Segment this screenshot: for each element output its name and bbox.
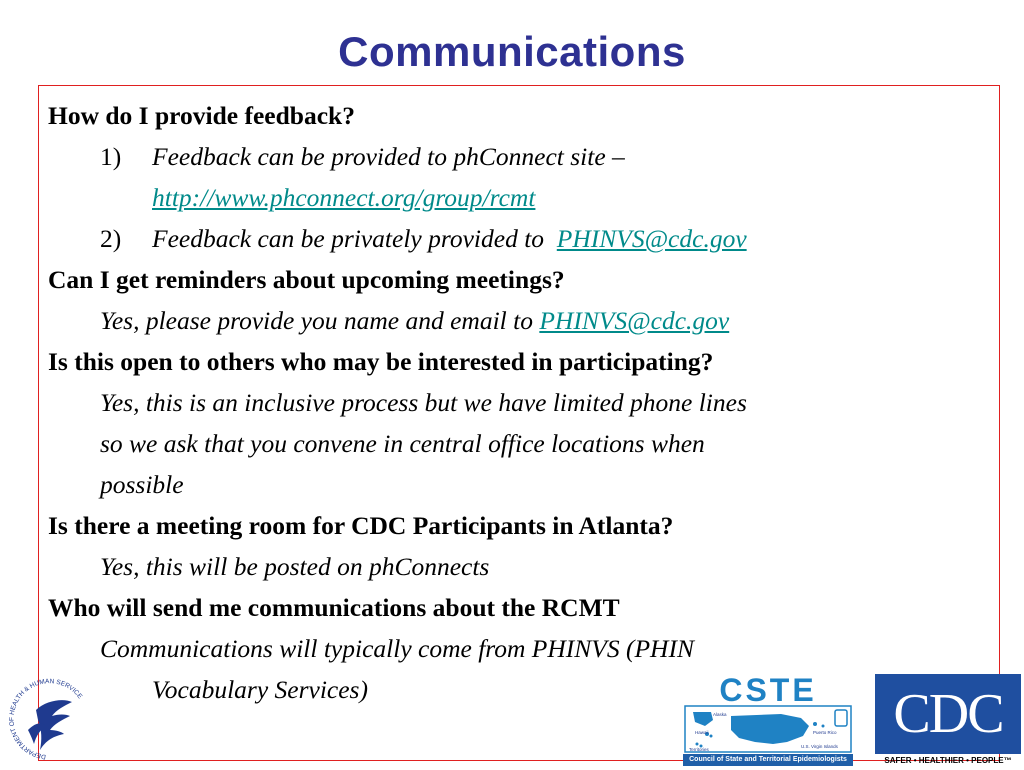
faq-answer-line: Yes, this is an inclusive process but we have limited phone lines <box>100 388 747 417</box>
faq-question: Is there a meeting room for CDC Participants in Atlanta? <box>48 511 674 540</box>
faq-content <box>48 95 988 710</box>
us-map-icon <box>683 704 853 754</box>
faq-link-line <box>48 177 988 218</box>
cste-logo <box>683 672 853 766</box>
faq-answer: Yes, please provide you name and email to PHINVS@cdc.gov <box>100 306 730 335</box>
faq-answer-text: Feedback can be provided to phConnect site – <box>152 142 625 171</box>
email-link[interactable]: PHINVS@cdc.gov <box>556 224 747 253</box>
svg-text:Territories: Territories <box>689 747 709 752</box>
cste-wordmark: CSTE <box>719 672 817 708</box>
svg-text:Alaska: Alaska <box>713 712 727 717</box>
svg-text:DEPARTMENT OF HEALTH & HUMAN S: DEPARTMENT OF HEALTH & HUMAN SERVICE <box>8 678 84 761</box>
faq-answer-line: Vocabulary Services) <box>152 675 368 704</box>
faq-list-item <box>48 136 988 177</box>
list-number: 1) <box>100 142 122 171</box>
cdc-logo <box>875 674 1021 768</box>
faq-list-item <box>48 218 988 259</box>
svg-text:Hawaii: Hawaii <box>695 730 709 735</box>
faq-answer-line: so we ask that you convene in central office locations when <box>100 429 705 458</box>
cdc-wordmark: CDC <box>875 674 1021 754</box>
phconnect-link[interactable]: http://www.phconnect.org/group/rcmt <box>152 183 536 212</box>
email-link[interactable]: PHINVS@cdc.gov <box>539 306 730 335</box>
faq-question: How do I provide feedback? <box>48 101 355 130</box>
faq-question: Can I get reminders about upcoming meetings? <box>48 265 565 294</box>
list-number: 2) <box>100 224 122 253</box>
hhs-eagle-seal-icon <box>6 670 86 765</box>
faq-answer-text: Feedback can be privately provided to PHINVS@cdc.gov <box>152 224 747 253</box>
cdc-tagline: SAFER • HEALTHIER • PEOPLE™ <box>884 756 1012 765</box>
svg-text:U.S. Virgin Islands: U.S. Virgin Islands <box>801 744 838 749</box>
svg-text:Puerto Rico: Puerto Rico <box>813 730 837 735</box>
slide-title: Communications <box>338 28 686 75</box>
cste-caption: Council of State and Territorial Epidemiologists <box>683 754 853 766</box>
faq-answer-line: Communications will typically come from PHINVS (PHIN <box>100 634 694 663</box>
faq-question: Is this open to others who may be interested in participating? <box>48 347 714 376</box>
faq-answer: Yes, this will be posted on phConnects <box>100 552 490 581</box>
faq-answer-line: possible <box>100 470 184 499</box>
faq-question: Who will send me communications about the RCMT <box>48 593 620 622</box>
